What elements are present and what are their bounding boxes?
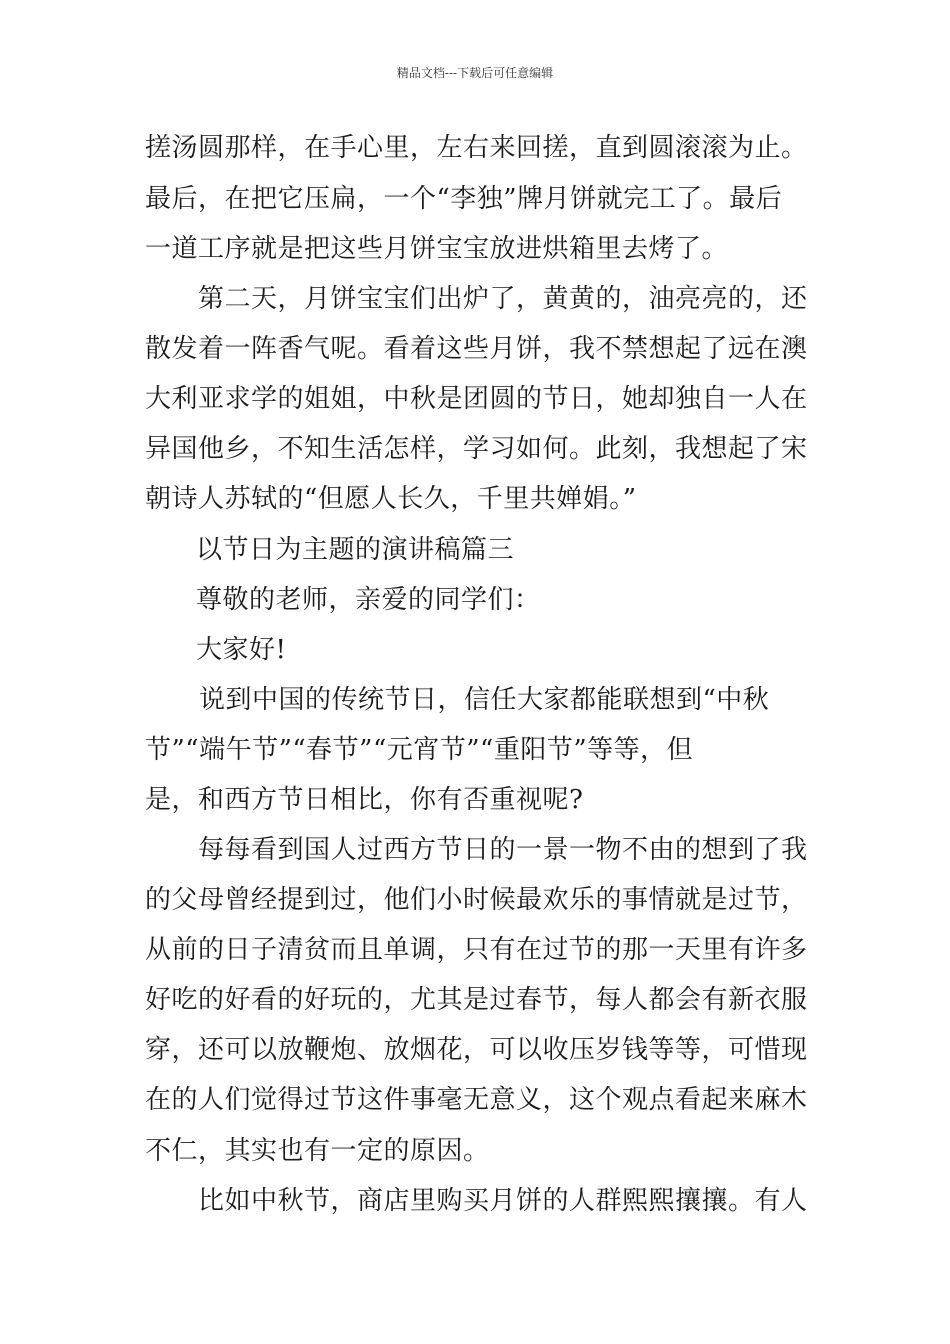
text-line: 最后，在把它压扁，一个“李独”牌月饼就完工了。最后 (145, 184, 783, 214)
text-line: 穿，还可以放鞭炮、放烟花，可以收压岁钱等等，可惜现 (145, 1035, 808, 1065)
text-line: 一道工序就是把这些月饼宝宝放进烘箱里去烤了。 (145, 234, 729, 264)
text-line: 不仁，其实也有一定的原因。 (145, 1136, 490, 1166)
text-line: 第二天，月饼宝宝们出炉了，黄黄的，油亮亮的，还 (198, 284, 808, 314)
text-line: 在的人们觉得过节这件事毫无意义，这个观点看起来麻木 (145, 1085, 808, 1115)
text-line: 比如中秋节，商店里购买月饼的人群熙熙攘攘。有人 (198, 1186, 808, 1216)
text-line: 散发着一阵香气呢。看着这些月饼，我不禁想起了远在澳 (145, 334, 808, 364)
text-line: 是，和西方节日相比，你有否重视呢? (145, 785, 584, 815)
greeting: 大家好! (196, 635, 287, 665)
text-line: 从前的日子清贫而且单调，只有在过节的那一天里有许多 (145, 935, 808, 965)
section-title: 以节日为主题的演讲稿篇三 (196, 535, 515, 565)
text-line: 朝诗人苏轼的“但愿人长久，千里共婵娟。” (145, 484, 637, 514)
salutation: 尊敬的老师，亲爱的同学们： (196, 585, 541, 615)
text-line: 每每看到国人过西方节日的一景一物不由的想到了我 (198, 835, 808, 865)
page-header: 精品文档---下载后可任意编辑 (396, 66, 554, 80)
text-line: 的父母曾经提到过，他们小时候最欢乐的事情就是过节， (145, 885, 808, 915)
text-line: 异国他乡，不知生活怎样，学习如何。此刻，我想起了宋 (145, 434, 808, 464)
text-line: 好吃的好看的好玩的，尤其是过春节，每人都会有新衣服 (145, 985, 808, 1015)
text-line: 大利亚求学的姐姐，中秋是团圆的节日，她却独自一人在 (145, 384, 808, 414)
text-line: 说到中国的传统节日，信任大家都能联想到“中秋 (199, 685, 770, 715)
text-line: 搓汤圆那样，在手心里，左右来回搓，直到圆滚滚为止。 (145, 133, 808, 163)
text-line: 节”“端午节”“春节”“元宵节”“重阳节”等等，但 (145, 735, 694, 765)
